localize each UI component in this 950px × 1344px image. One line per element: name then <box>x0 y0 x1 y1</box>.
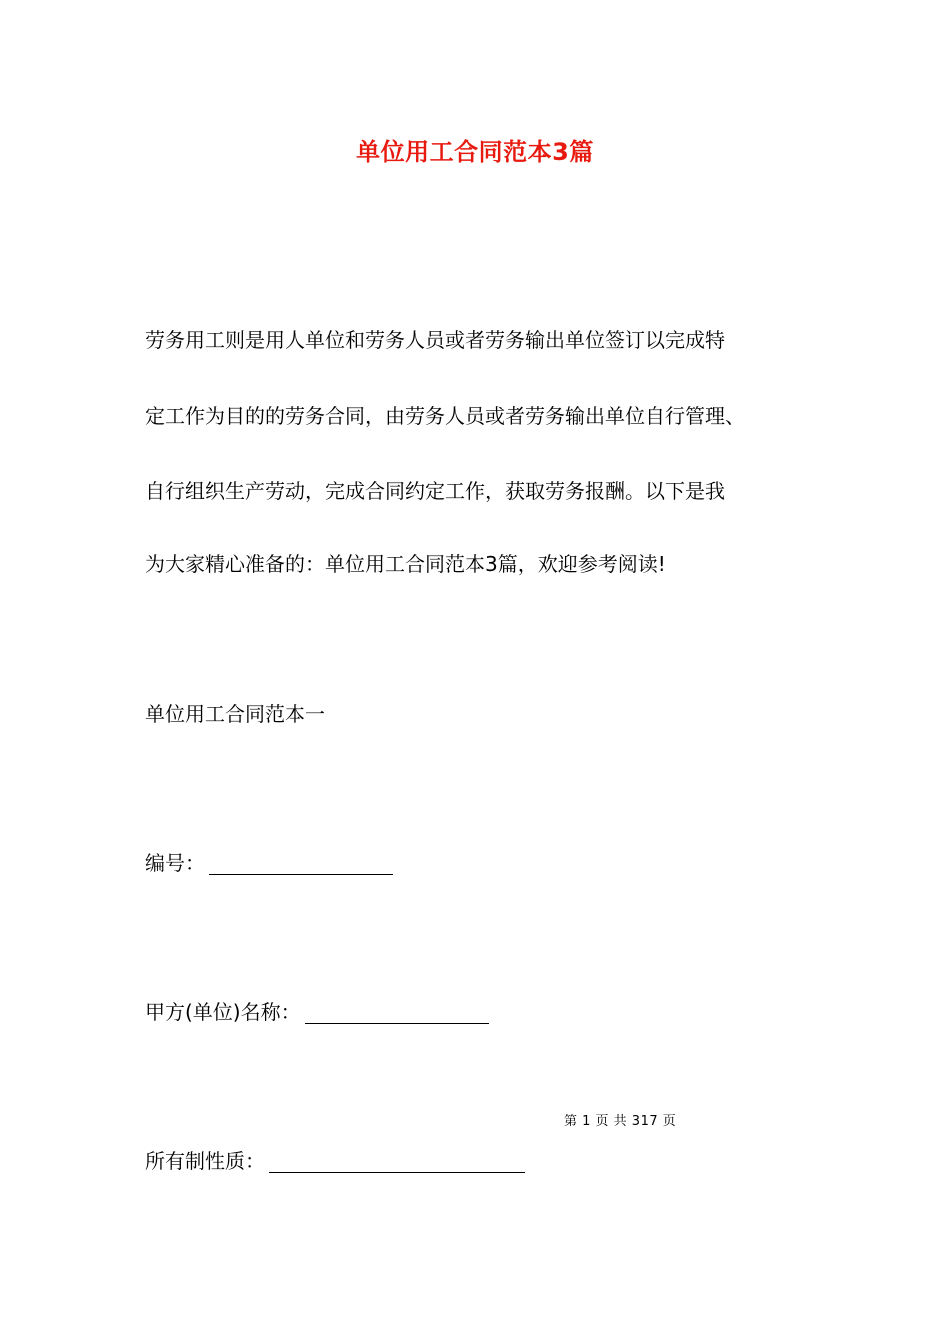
intro-line-4: 为大家精心准备的：单位用工合同范本3篇，欢迎参考阅读! <box>145 552 666 576</box>
number-label: 编号： <box>145 851 205 875</box>
ownership-field <box>145 1149 525 1173</box>
intro-line-2: 定工作为目的的劳务合同，由劳务人员或者劳务输出单位自行管理、 <box>145 404 745 428</box>
section-heading: 单位用工合同范本一 <box>145 702 325 726</box>
ownership-label: 所有制性质： <box>145 1149 265 1173</box>
page-footer: 第 1 页 共 317 页 <box>564 1114 677 1129</box>
party-a-name-field <box>145 1000 489 1024</box>
number-field <box>145 851 393 875</box>
document-title: 单位用工合同范本3篇 <box>356 138 594 166</box>
intro-line-1: 劳务用工则是用人单位和劳务人员或者劳务输出单位签订以完成特 <box>145 328 725 352</box>
intro-line-3: 自行组织生产劳动，完成合同约定工作，获取劳务报酬。以下是我 <box>145 479 725 503</box>
party-a-name-blank-line <box>305 1003 489 1024</box>
party-a-name-label: 甲方(单位)名称： <box>145 1000 301 1024</box>
ownership-blank-line <box>269 1152 525 1173</box>
number-blank-line <box>209 854 393 875</box>
